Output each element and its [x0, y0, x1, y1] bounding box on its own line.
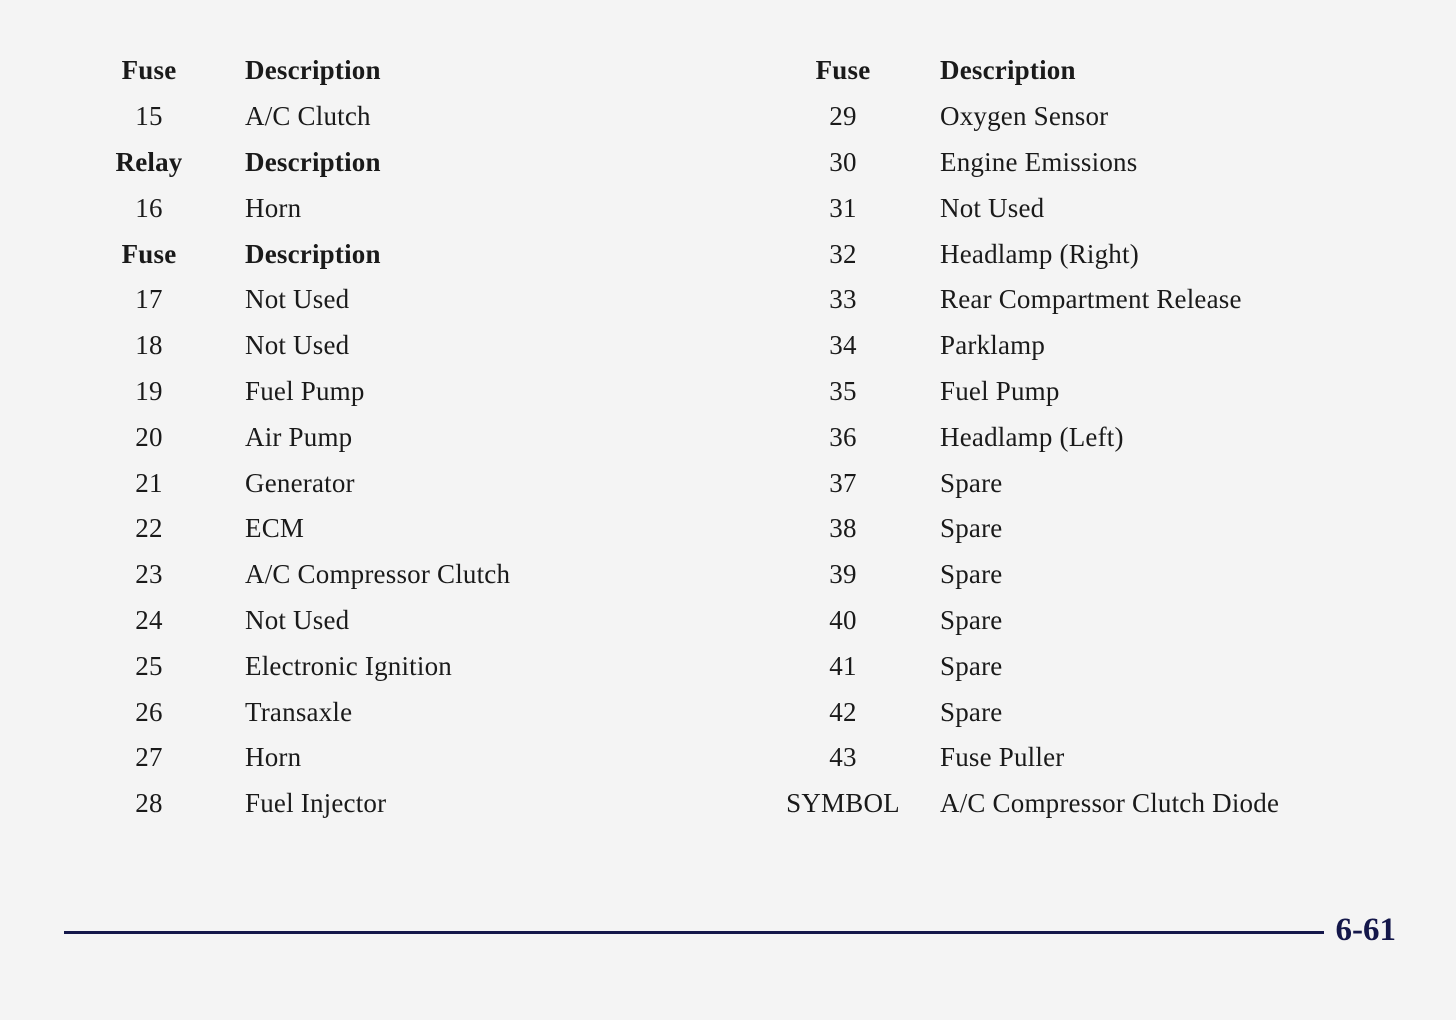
fuse-number: 39 [829, 559, 857, 590]
fuse-description: Oxygen Sensor [940, 101, 1109, 132]
fuse-number: 40 [829, 604, 857, 635]
table-row [783, 643, 1279, 689]
fuse-description: ECM [245, 513, 305, 544]
table-header-row [88, 48, 510, 94]
table-row [783, 689, 1279, 735]
table-header-row [88, 231, 510, 277]
fuse-description: A/C Clutch [245, 101, 371, 132]
table-row [783, 460, 1279, 506]
fuse-number: 29 [829, 101, 857, 132]
relay-description: Horn [245, 192, 302, 223]
left-fuse-table [88, 48, 510, 827]
fuse-description: Horn [245, 742, 302, 773]
fuse-number: 22 [135, 513, 163, 544]
relay-number: 16 [135, 192, 163, 223]
table-row [783, 735, 1279, 781]
table-row [88, 781, 510, 827]
fuse-description: Headlamp (Right) [940, 238, 1139, 269]
fuse-description: Description [245, 238, 381, 269]
fuse-description: Generator [245, 467, 355, 498]
table-row [88, 735, 510, 781]
right-fuse-table [783, 48, 1279, 827]
table-row [88, 506, 510, 552]
fuse-number: 41 [829, 650, 857, 681]
fuse-number: 20 [135, 421, 163, 452]
table-row [783, 231, 1279, 277]
fuse-number: 18 [135, 330, 163, 361]
fuse-description: Engine Emissions [940, 146, 1138, 177]
fuse-number: Fuse [121, 55, 177, 86]
fuse-number: 35 [829, 375, 857, 406]
fuse-description: Not Used [245, 604, 350, 635]
fuse-number: 19 [135, 375, 163, 406]
table-row [783, 506, 1279, 552]
fuse-description: Parklamp [940, 330, 1046, 361]
table-row [88, 643, 510, 689]
fuse-number: 25 [135, 650, 163, 681]
fuse-description: Not Used [245, 330, 350, 361]
table-row [783, 369, 1279, 415]
fuse-number: 21 [135, 467, 163, 498]
fuse-description: A/C Compressor Clutch [245, 559, 511, 590]
fuse-description: Rear Compartment Release [940, 284, 1242, 315]
fuse-description: Fuel Pump [245, 375, 365, 406]
table-row [783, 598, 1279, 644]
fuse-description: Fuse Puller [940, 742, 1065, 773]
fuse-description: Description [940, 55, 1076, 86]
fuse-description: Spare [940, 650, 1003, 681]
table-row [88, 185, 510, 231]
table-row [88, 689, 510, 735]
fuse-description: Spare [940, 467, 1003, 498]
symbol-label: SYMBOL [786, 788, 900, 819]
table-row [88, 598, 510, 644]
table-row [783, 323, 1279, 369]
footer-divider [64, 931, 1324, 934]
table-row [783, 140, 1279, 186]
table-row [88, 369, 510, 415]
fuse-description: Transaxle [245, 696, 353, 727]
fuse-number: 38 [829, 513, 857, 544]
fuse-number: 31 [829, 192, 857, 223]
fuse-description: Headlamp (Left) [940, 421, 1124, 452]
table-row [88, 94, 510, 140]
table-header-row [88, 140, 510, 186]
fuse-number: 30 [829, 146, 857, 177]
fuse-number: 28 [135, 788, 163, 819]
fuse-description: Spare [940, 513, 1003, 544]
fuse-number: 32 [829, 238, 857, 269]
table-row [783, 781, 1279, 827]
fuse-number: 27 [135, 742, 163, 773]
fuse-number: 34 [829, 330, 857, 361]
table-row [783, 414, 1279, 460]
table-header-row [783, 48, 1279, 94]
fuse-number: Fuse [121, 238, 177, 269]
fuse-description: Not Used [245, 284, 350, 315]
fuse-description: Fuel Injector [245, 788, 387, 819]
table-row [783, 277, 1279, 323]
fuse-number: 26 [135, 696, 163, 727]
relay-description: Description [245, 146, 381, 177]
page-number: 6-61 [1335, 912, 1396, 948]
fuse-number: 42 [829, 696, 857, 727]
table-row [88, 414, 510, 460]
table-row [88, 552, 510, 598]
fuse-description: Description [245, 55, 381, 86]
fuse-description: Fuel Pump [940, 375, 1060, 406]
fuse-description: Air Pump [245, 421, 353, 452]
fuse-number: 36 [829, 421, 857, 452]
table-row [783, 185, 1279, 231]
table-row [783, 552, 1279, 598]
fuse-description: Spare [940, 559, 1003, 590]
fuse-number: 43 [829, 742, 857, 773]
fuse-description: Spare [940, 604, 1003, 635]
fuse-description: Electronic Ignition [245, 650, 452, 681]
fuse-number: 17 [135, 284, 163, 315]
fuse-number: 23 [135, 559, 163, 590]
relay-number: Relay [115, 146, 183, 177]
fuse-number: 37 [829, 467, 857, 498]
table-row [88, 323, 510, 369]
fuse-number: Fuse [815, 55, 871, 86]
fuse-number: 15 [135, 101, 163, 132]
fuse-description: A/C Compressor Clutch Diode [940, 788, 1280, 819]
fuse-description: Not Used [940, 192, 1045, 223]
table-row [783, 94, 1279, 140]
fuse-number: 24 [135, 604, 163, 635]
fuse-description: Spare [940, 696, 1003, 727]
table-row [88, 460, 510, 506]
table-row [88, 277, 510, 323]
fuse-number: 33 [829, 284, 857, 315]
